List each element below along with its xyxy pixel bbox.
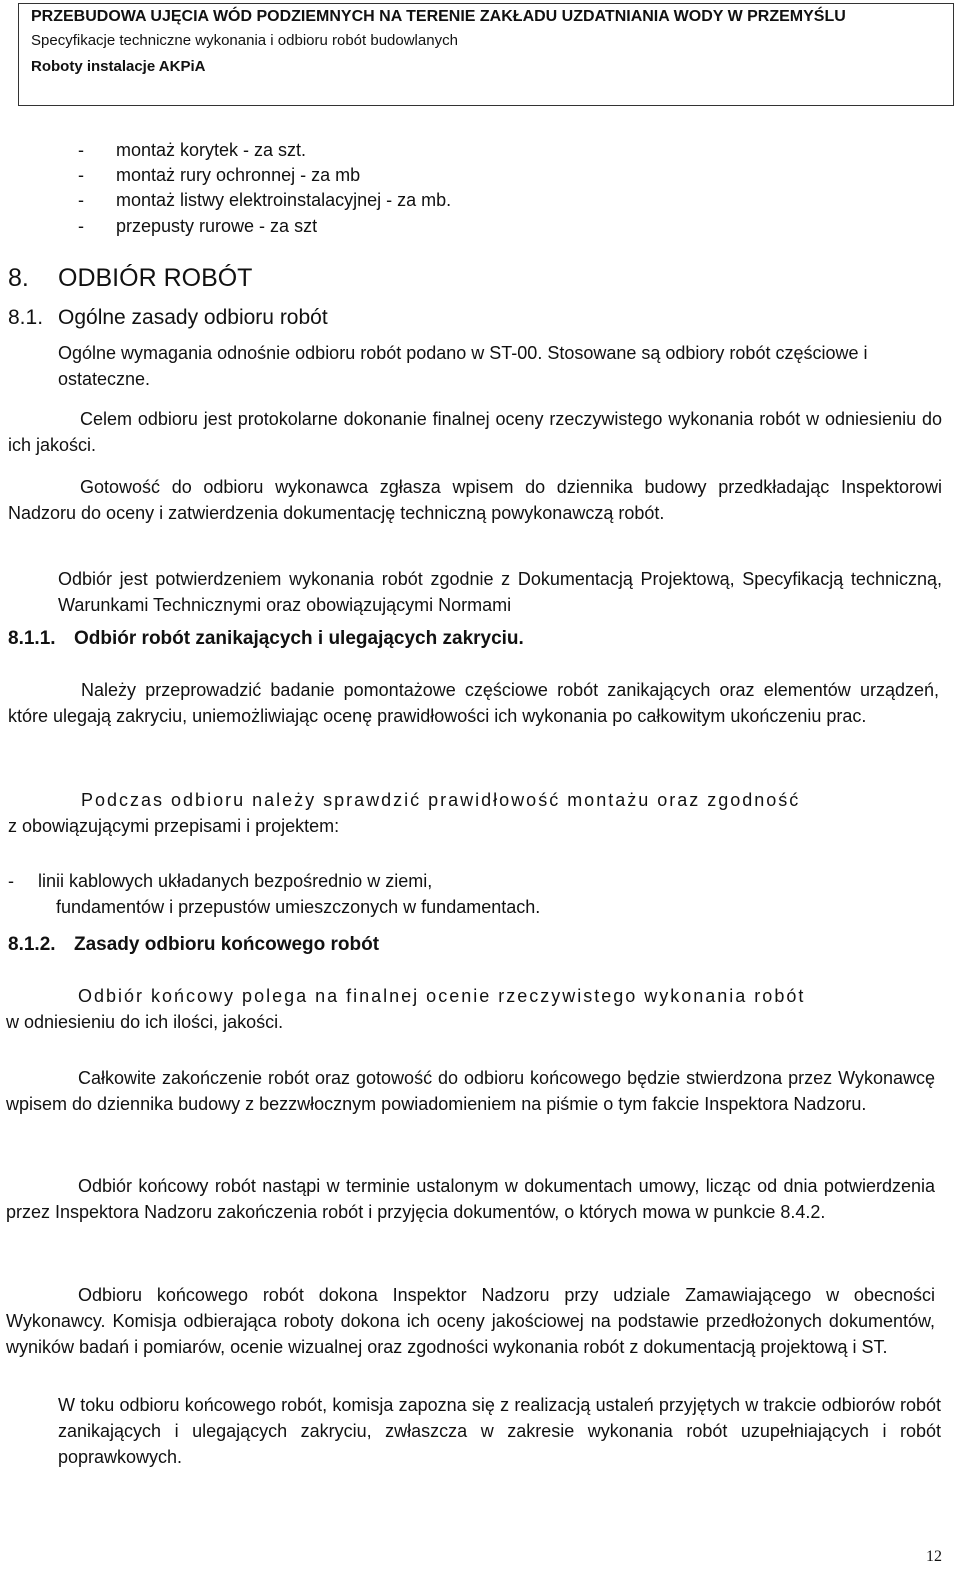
paragraph: Należy przeprowadzić badanie pomontażowe częściowe robót zanikających oraz elementów urządzeń, które ulegają zakryciu, uniemożliwiając ocenę prawidłowości ich wykonania po całkowitym ukończeniu prac.	[8, 680, 939, 726]
paragraph-line: w odniesieniu do ich ilości, jakości.	[6, 1012, 284, 1032]
section-heading-8-1-2: 8.1.2. Zasady odbioru końcowego robót	[8, 934, 380, 955]
paragraph: Odbiór jest potwierdzeniem wykonania robót zgodnie z Dokumentacją Projektową, Specyfikacją techniczną, Warunkami Technicznymi oraz obowiązującymi Normami	[58, 569, 942, 615]
paragraph: Ogólne wymagania odnośnie odbioru robót podano w ST-00. Stosowane są odbiory robót częściowe i ostateczne.	[58, 343, 868, 389]
paragraph: Całkowite zakończenie robót oraz gotowość do odbioru końcowego będzie stwierdzona przez Wykonawcę wpisem do dziennika budowy z bezzwłocznym powiadomieniem na piśmie o tym fakcie Inspektora Nadzoru.	[6, 1068, 935, 1114]
page-number: 12	[926, 1548, 942, 1565]
section-heading-8-1-1: 8.1.1. Odbiór robót zanikających i ulegających zakryciu.	[8, 628, 524, 649]
paragraph-line: z obowiązującymi przepisami i projektem:	[8, 816, 340, 836]
paragraph-line: Podczas odbioru należy sprawdzić prawidłowość montażu oraz zgodność	[81, 790, 801, 810]
paragraph: Celem odbioru jest protokolarne dokonanie finalnej oceny rzeczywistego wykonania robót w odniesieniu do ich jakości.	[8, 409, 942, 455]
header-title: PRZEBUDOWA UJĘCIA WÓD PODZIEMNYCH NA TERENIE ZAKŁADU UZDATNIANIA WODY W PRZEMYŚLU	[31, 8, 846, 25]
section-heading-8-1: 8.1. Ogólne zasady odbioru robót	[8, 306, 328, 329]
paragraph: W toku odbioru końcowego robót, komisja zapozna się z realizacją ustaleń przyjętych w trakcie odbiorów robót zanikających i ulegających zakryciu, zwłaszcza w zakresie wykonania robót uzupełniających i robót poprawkowych.	[58, 1395, 941, 1467]
list-item: - przepusty rurowe - za szt	[78, 216, 318, 236]
list-item: - montaż listwy elektroinstalacyjnej - za mb.	[78, 190, 452, 210]
document-header	[18, 3, 954, 106]
paragraph-line: Odbiór końcowy polega na finalnej ocenie rzeczywistego wykonania robót	[78, 986, 806, 1006]
paragraph: Gotowość do odbioru wykonawca zgłasza wpisem do dziennika budowy przedkładając Inspektorowi Nadzoru do oceny i zatwierdzenia dokumentację techniczną powykonawczą robót.	[8, 477, 942, 523]
header-spec: Specyfikacje techniczne wykonania i odbioru robót budowlanych	[31, 32, 458, 49]
list-item: linii kablowych układanych bezpośrednio w ziemi,	[38, 871, 433, 891]
section-heading-8: 8. ODBIÓR ROBÓT	[8, 264, 253, 292]
paragraph: Odbiór końcowy robót nastąpi w terminie ustalonym w dokumentach umowy, licząc od dnia potwierdzenia przez Inspektora Nadzoru zakończenia robót i przyjęcia dokumentów, o których mowa w punkcie 8.4.2.	[6, 1176, 935, 1222]
dash: -	[8, 871, 14, 891]
header-subtitle: Roboty instalacje AKPiA	[31, 58, 206, 75]
paragraph: Odbioru końcowego robót dokona Inspektor Nadzoru przy udziale Zamawiającego w obecności Wykonawcy. Komisja odbierająca roboty dokona ich oceny jakościowej na podstawie przedłożonych dokumentów, wyników badań i pomiarów, ocenie wizualnej oraz zgodności wykonania robót z dokumentacją projektową i ST.	[6, 1285, 935, 1357]
list-item: fundamentów i przepustów umieszczonych w fundamentach.	[56, 897, 541, 917]
list-item: - montaż korytek - za szt.	[78, 140, 307, 160]
list-item: - montaż rury ochronnej - za mb	[78, 165, 361, 185]
